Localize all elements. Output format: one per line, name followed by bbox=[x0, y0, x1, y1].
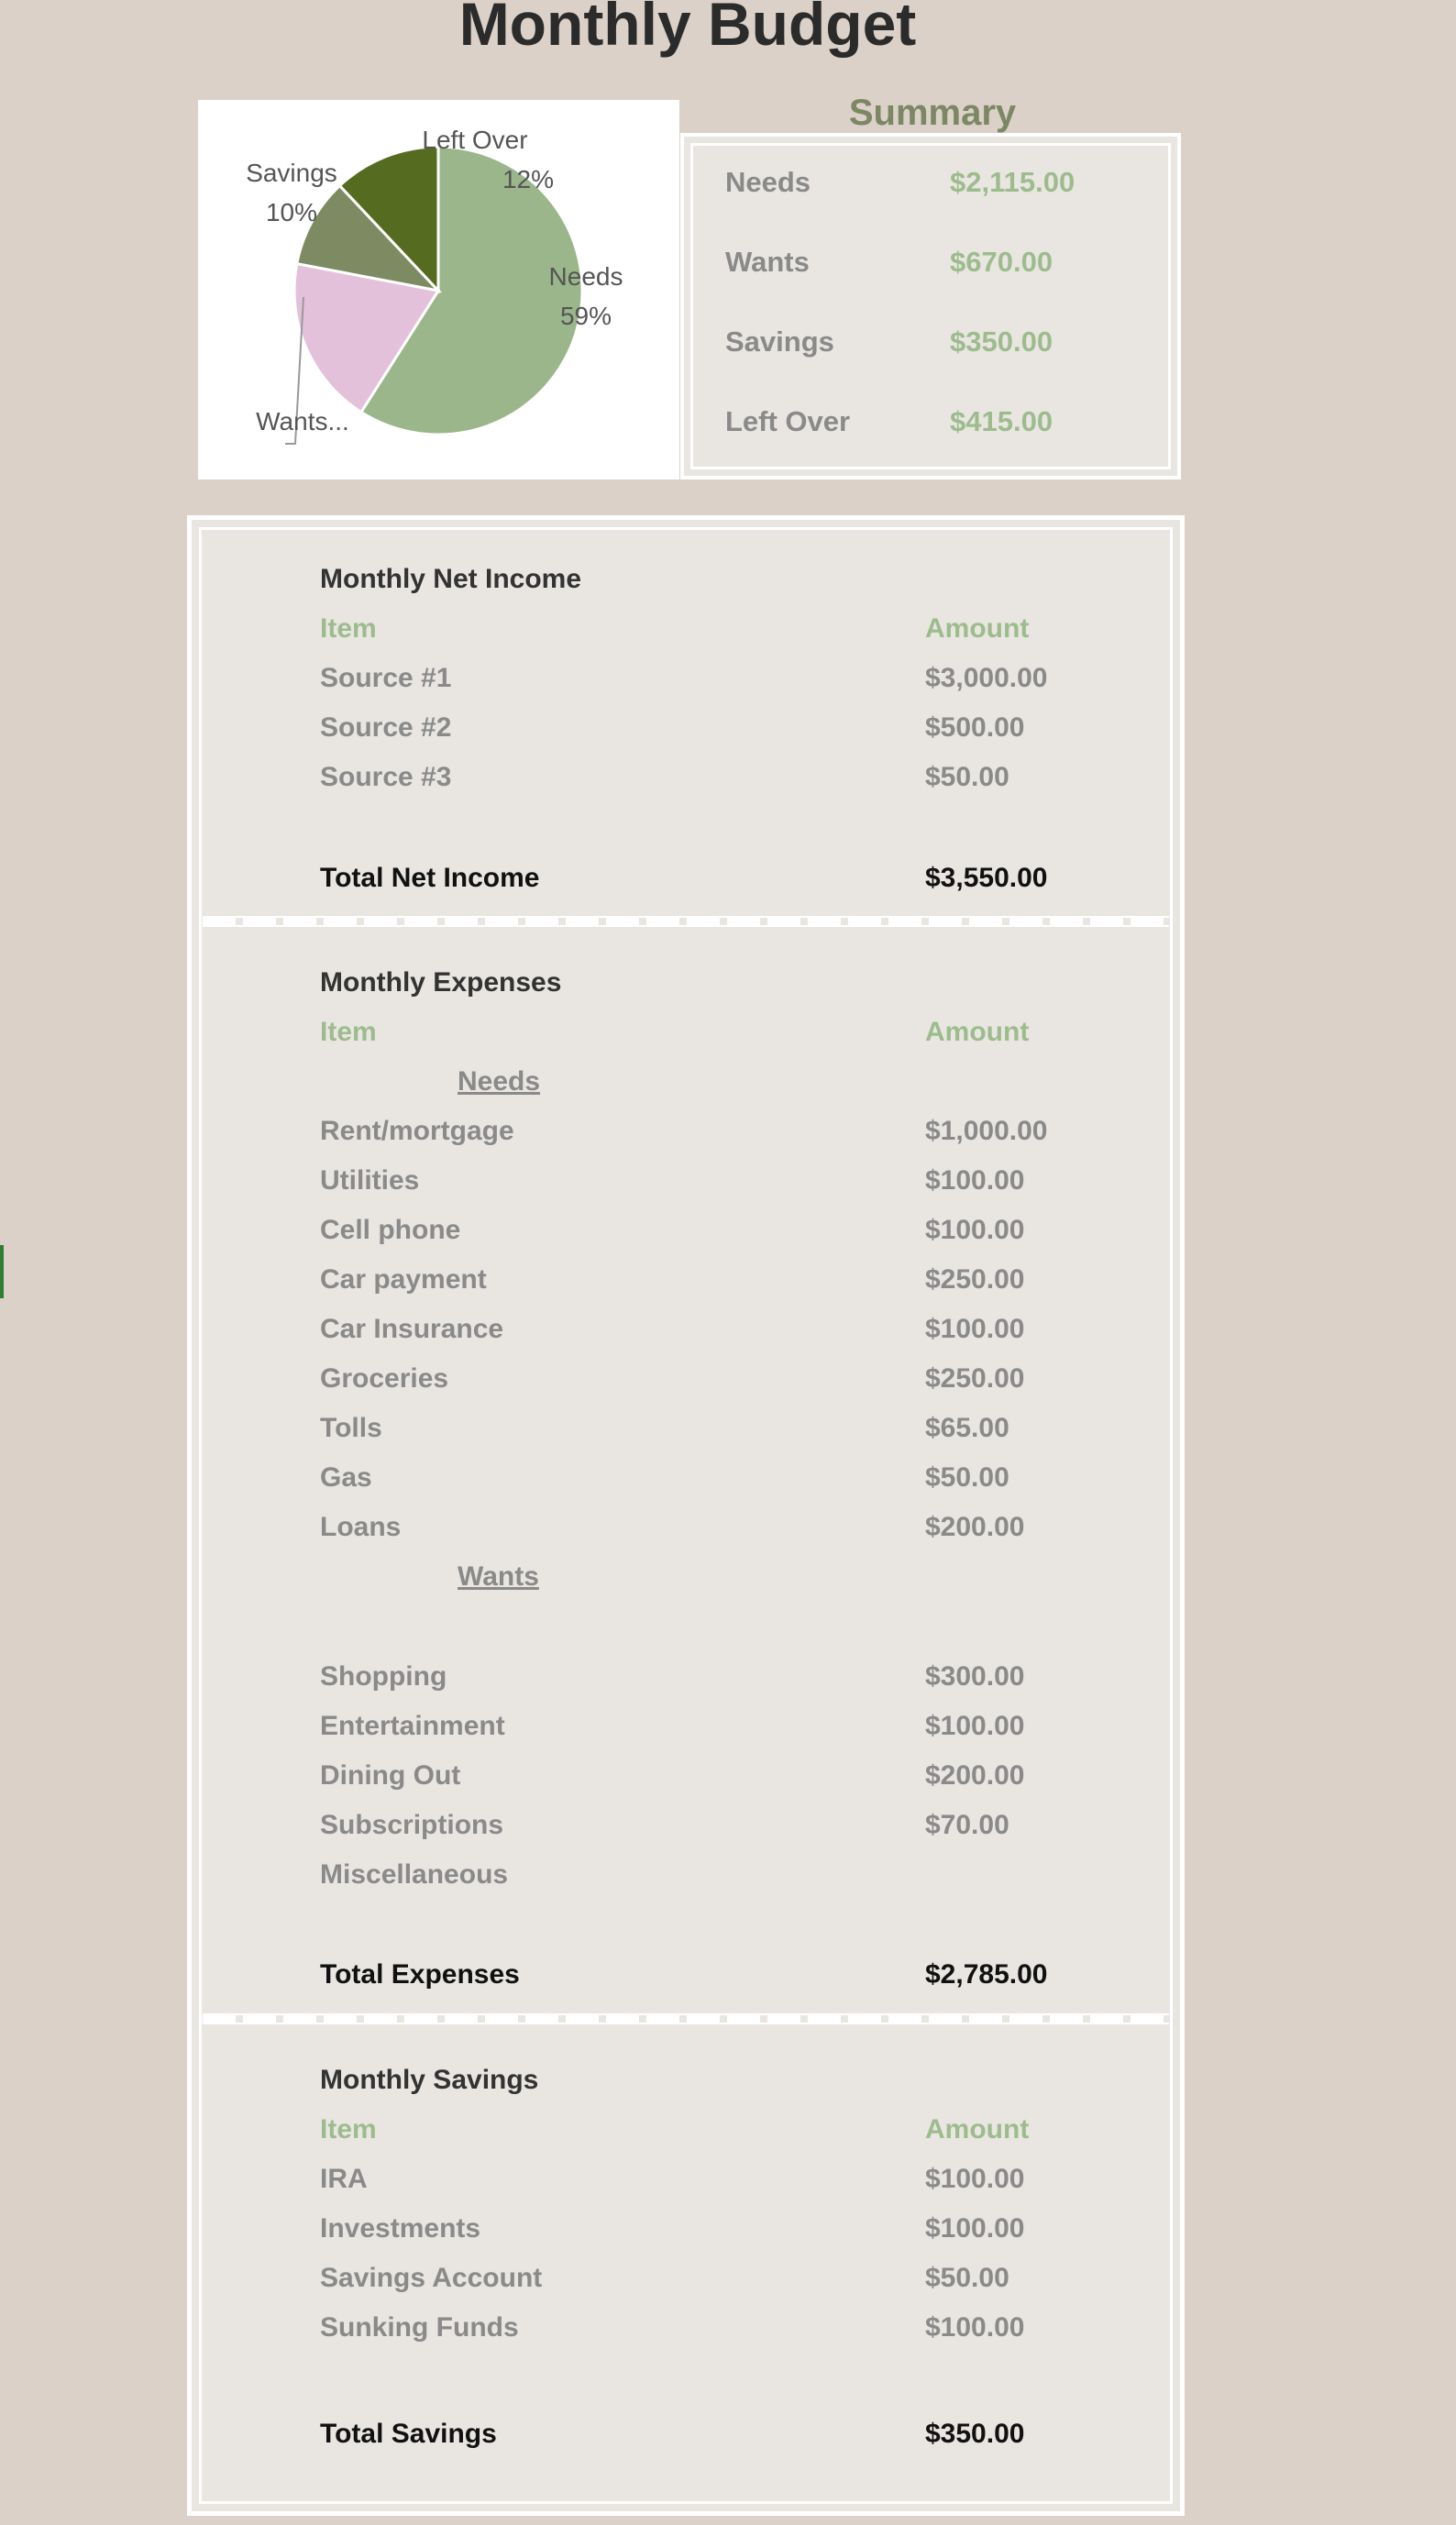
summary-value: $2,115.00 bbox=[950, 166, 1075, 198]
item-column-header: Item bbox=[320, 2114, 377, 2145]
savings-item: Investments bbox=[320, 2213, 481, 2244]
summary-label: Wants bbox=[725, 246, 810, 278]
expense-item: Entertainment bbox=[320, 1711, 505, 1741]
expenses-section-title-row bbox=[192, 958, 1180, 1008]
summary-row-savings bbox=[684, 314, 1177, 369]
table-row[interactable] bbox=[192, 1107, 1180, 1156]
expense-item: Loans bbox=[320, 1512, 402, 1542]
expense-amount: $250.00 bbox=[925, 1363, 1025, 1394]
summary-row-leftover bbox=[684, 394, 1177, 449]
expense-amount: $300.00 bbox=[925, 1661, 1025, 1692]
expense-item: Subscriptions bbox=[320, 1810, 504, 1840]
expense-item: Car Insurance bbox=[320, 1314, 504, 1344]
budget-pie-chart[interactable] bbox=[198, 100, 679, 480]
income-section-title-row bbox=[192, 555, 1180, 604]
table-row[interactable] bbox=[192, 2155, 1180, 2204]
savings-total-value: $350.00 bbox=[925, 2419, 1025, 2449]
amount-column-header: Amount bbox=[925, 613, 1030, 644]
expense-item: Shopping bbox=[320, 1661, 447, 1692]
table-row[interactable] bbox=[192, 654, 1180, 703]
income-header-row bbox=[192, 604, 1180, 654]
expense-item: Dining Out bbox=[320, 1760, 461, 1791]
income-total-value: $3,550.00 bbox=[925, 863, 1048, 893]
expense-amount: $65.00 bbox=[925, 1413, 1009, 1443]
savings-total-label: Total Savings bbox=[320, 2419, 497, 2449]
summary-value: $670.00 bbox=[950, 246, 1053, 278]
income-item: Source #1 bbox=[320, 663, 452, 693]
pie-chart-svg bbox=[198, 100, 679, 480]
section-divider bbox=[203, 2013, 1169, 2024]
expense-amount: $250.00 bbox=[925, 1264, 1025, 1295]
sheet-edge-marker bbox=[0, 1245, 4, 1298]
expenses-section-title: Monthly Expenses bbox=[320, 967, 562, 998]
table-row[interactable] bbox=[192, 2254, 1180, 2303]
expense-amount: $100.00 bbox=[925, 1314, 1025, 1344]
savings-section-title: Monthly Savings bbox=[320, 2065, 539, 2095]
pie-label-wants: Wants... bbox=[256, 407, 349, 436]
table-row[interactable] bbox=[192, 703, 1180, 753]
table-row[interactable] bbox=[192, 1354, 1180, 1404]
item-column-header: Item bbox=[320, 613, 377, 644]
amount-column-header: Amount bbox=[925, 1017, 1030, 1047]
wants-subheading: Wants bbox=[458, 1561, 539, 1592]
savings-amount: $100.00 bbox=[925, 2213, 1025, 2244]
wants-subheading-row bbox=[192, 1552, 1180, 1602]
pie-label-savings-pct: 10% bbox=[265, 198, 318, 226]
expense-item: Miscellaneous bbox=[320, 1859, 509, 1890]
income-section-title: Monthly Net Income bbox=[320, 564, 582, 594]
amount-column-header: Amount bbox=[925, 2114, 1030, 2145]
savings-item: IRA bbox=[320, 2164, 368, 2194]
expense-amount: $70.00 bbox=[925, 1810, 1009, 1840]
section-divider bbox=[203, 916, 1169, 927]
table-row[interactable] bbox=[192, 1255, 1180, 1305]
table-row[interactable] bbox=[192, 1305, 1180, 1354]
expenses-header-row bbox=[192, 1008, 1180, 1057]
expenses-total-label: Total Expenses bbox=[320, 1959, 520, 1990]
income-amount: $3,000.00 bbox=[925, 663, 1048, 693]
summary-row-wants bbox=[684, 235, 1177, 290]
summary-heading: Summary bbox=[848, 93, 1017, 133]
table-row[interactable] bbox=[192, 1156, 1180, 1206]
table-row[interactable] bbox=[192, 1404, 1180, 1453]
expense-amount: $100.00 bbox=[925, 1215, 1025, 1245]
expense-amount: $50.00 bbox=[925, 1462, 1009, 1493]
page-title: Monthly Budget bbox=[458, 0, 917, 58]
expense-item: Cell phone bbox=[320, 1215, 461, 1245]
income-item: Source #2 bbox=[320, 712, 452, 743]
needs-subheading: Needs bbox=[458, 1066, 541, 1097]
pie-label-savings: Savings bbox=[246, 159, 337, 187]
summary-label: Needs bbox=[725, 166, 811, 198]
expense-item: Gas bbox=[320, 1462, 372, 1493]
expense-item: Rent/mortgage bbox=[320, 1116, 514, 1146]
table-row[interactable] bbox=[192, 1453, 1180, 1503]
pie-label-leftover-pct: 12% bbox=[502, 165, 555, 193]
table-row[interactable] bbox=[192, 2204, 1180, 2254]
table-row[interactable] bbox=[192, 1206, 1180, 1255]
summary-table bbox=[680, 133, 1181, 480]
income-item: Source #3 bbox=[320, 762, 452, 792]
income-amount: $50.00 bbox=[925, 762, 1009, 792]
expense-item: Car payment bbox=[320, 1264, 487, 1295]
expenses-total-value: $2,785.00 bbox=[925, 1959, 1048, 1990]
savings-amount: $100.00 bbox=[925, 2164, 1025, 2194]
table-row[interactable] bbox=[192, 1801, 1180, 1850]
savings-item: Sunking Funds bbox=[320, 2312, 519, 2343]
summary-value: $415.00 bbox=[950, 405, 1053, 437]
summary-label: Savings bbox=[725, 325, 834, 358]
income-total-row bbox=[192, 854, 1180, 903]
savings-amount: $100.00 bbox=[925, 2312, 1025, 2343]
table-row[interactable] bbox=[192, 1751, 1180, 1801]
income-amount: $500.00 bbox=[925, 712, 1025, 743]
savings-section-title-row bbox=[192, 2056, 1180, 2105]
expense-amount: $100.00 bbox=[925, 1165, 1025, 1196]
table-row[interactable] bbox=[192, 1652, 1180, 1702]
savings-amount: $50.00 bbox=[925, 2263, 1009, 2293]
table-row[interactable] bbox=[192, 1850, 1180, 1900]
expense-item: Groceries bbox=[320, 1363, 449, 1394]
budget-details-panel bbox=[187, 515, 1185, 2516]
expense-item: Tolls bbox=[320, 1413, 382, 1443]
table-row[interactable] bbox=[192, 1702, 1180, 1751]
pie-label-leftover: Left Over bbox=[422, 126, 528, 154]
savings-total-row bbox=[192, 2409, 1180, 2459]
savings-item: Savings Account bbox=[320, 2263, 543, 2293]
savings-header-row bbox=[192, 2105, 1180, 2155]
summary-value: $350.00 bbox=[950, 325, 1053, 358]
expense-amount: $100.00 bbox=[925, 1711, 1025, 1741]
summary-label: Left Over bbox=[725, 405, 851, 437]
table-row[interactable] bbox=[192, 1503, 1180, 1552]
expense-amount: $1,000.00 bbox=[925, 1116, 1048, 1146]
item-column-header: Item bbox=[320, 1017, 377, 1047]
expenses-total-row bbox=[192, 1950, 1180, 2000]
needs-subheading-row bbox=[192, 1057, 1180, 1107]
pie-label-needs-pct: 59% bbox=[559, 302, 612, 330]
expense-item: Utilities bbox=[320, 1165, 420, 1196]
table-row[interactable] bbox=[192, 753, 1180, 802]
pie-label-needs: Needs bbox=[548, 262, 623, 291]
expense-amount: $200.00 bbox=[925, 1512, 1025, 1542]
summary-row-needs bbox=[684, 155, 1177, 210]
income-total-label: Total Net Income bbox=[320, 863, 540, 893]
expense-amount: $200.00 bbox=[925, 1760, 1025, 1791]
table-row[interactable] bbox=[192, 2303, 1180, 2353]
